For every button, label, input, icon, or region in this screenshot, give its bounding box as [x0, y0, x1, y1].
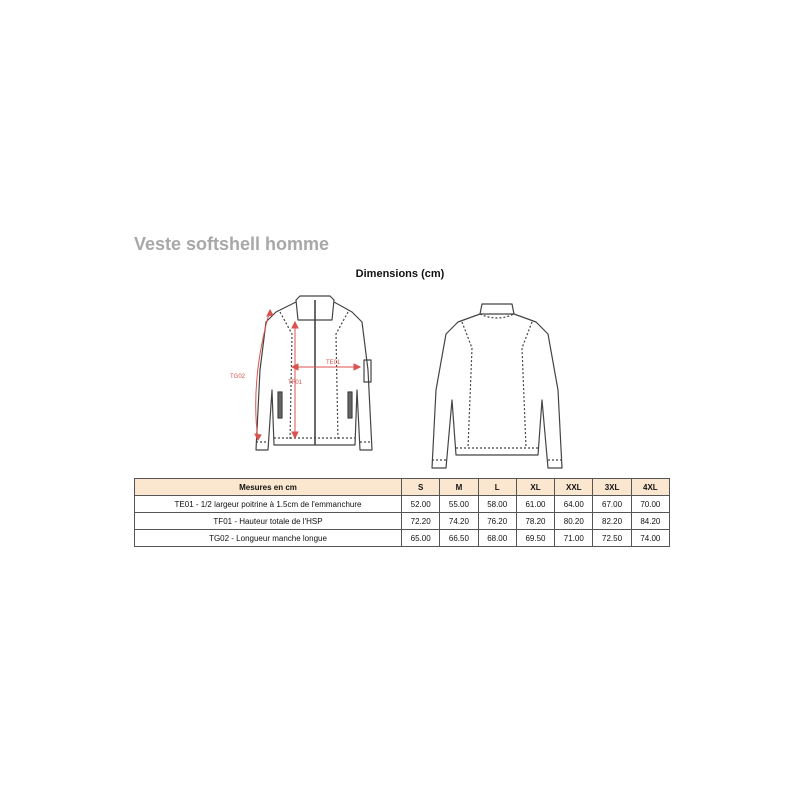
- page-title: Veste softshell homme: [134, 234, 330, 254]
- header-size-l: L: [478, 479, 516, 496]
- header-size-s: S: [402, 479, 440, 496]
- table-row: [135, 513, 670, 530]
- cell-value: 82.20: [593, 513, 631, 530]
- row-label: TE01 - 1/2 largeur poitrine à 1.5cm de l'emmanchure: [135, 496, 402, 513]
- jacket-front-drawing: [220, 290, 400, 475]
- cell-value: 74.00: [631, 530, 669, 547]
- dimensions-title: Dimensions (cm): [355, 268, 445, 280]
- cell-value: 78.20: [516, 513, 554, 530]
- cell-value: 69.50: [516, 530, 554, 547]
- cell-value: 72.50: [593, 530, 631, 547]
- cell-value: 76.20: [478, 513, 516, 530]
- table-row: [135, 530, 670, 547]
- cell-value: 80.20: [555, 513, 593, 530]
- tf01-label: TF01: [288, 380, 303, 386]
- cell-value: 52.00: [402, 496, 440, 513]
- tg02-label: TG02: [230, 374, 246, 380]
- cell-value: 67.00: [593, 496, 631, 513]
- cell-value: 84.20: [631, 513, 669, 530]
- jacket-diagram: [220, 290, 580, 475]
- cell-value: 61.00: [516, 496, 554, 513]
- table-header-row: [135, 479, 670, 496]
- cell-value: 72.20: [402, 513, 440, 530]
- header-size-m: M: [440, 479, 478, 496]
- cell-value: 74.20: [440, 513, 478, 530]
- cell-value: 68.00: [478, 530, 516, 547]
- cell-value: 70.00: [631, 496, 669, 513]
- header-size-xxl: XXL: [555, 479, 593, 496]
- header-size-4xl: 4XL: [631, 479, 669, 496]
- header-measures: Mesures en cm: [135, 479, 402, 496]
- header-size-3xl: 3XL: [593, 479, 631, 496]
- cell-value: 64.00: [555, 496, 593, 513]
- cell-value: 55.00: [440, 496, 478, 513]
- cell-value: 58.00: [478, 496, 516, 513]
- te01-label: TE01: [326, 360, 341, 366]
- table-row: [135, 496, 670, 513]
- header-size-xl: XL: [516, 479, 554, 496]
- cell-value: 71.00: [555, 530, 593, 547]
- jacket-back-drawing: [416, 290, 576, 475]
- row-label: TG02 - Longueur manche longue: [135, 530, 402, 547]
- cell-value: 66.50: [440, 530, 478, 547]
- size-table: [134, 478, 670, 547]
- cell-value: 65.00: [402, 530, 440, 547]
- row-label: TF01 - Hauteur totale de l'HSP: [135, 513, 402, 530]
